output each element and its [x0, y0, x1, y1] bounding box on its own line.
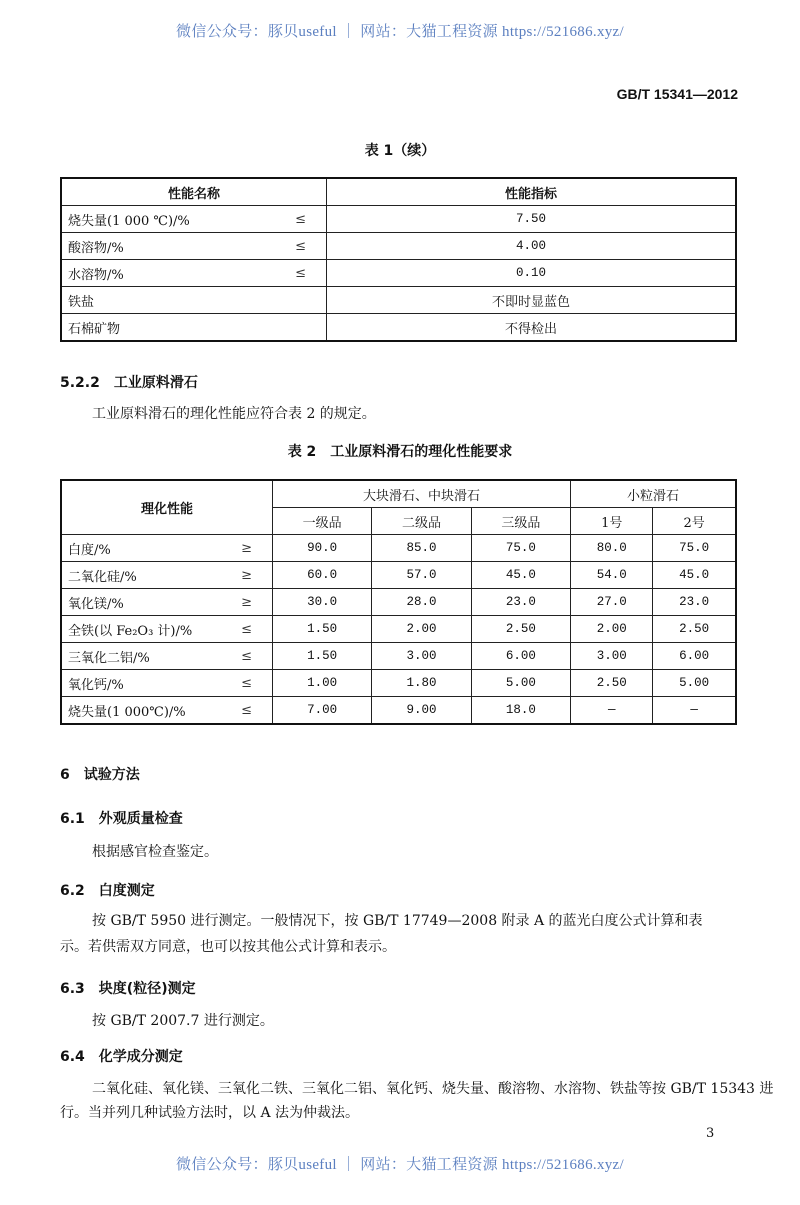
- relation-symbol: ≥: [241, 567, 252, 583]
- row-label-cell: [61, 206, 327, 233]
- table-row: [61, 643, 736, 670]
- table-header-row: [61, 480, 736, 508]
- relation-symbol: ≤: [241, 675, 252, 691]
- table1: [60, 177, 737, 342]
- value-cell: 1.50: [273, 616, 372, 643]
- value-cell: 90.0: [273, 535, 372, 562]
- value-cell: —: [571, 697, 653, 725]
- standard-number: GB/T 15341—2012: [616, 86, 738, 102]
- value-cell: 85.0: [372, 535, 471, 562]
- relation-symbol: ≤: [241, 702, 252, 718]
- row-label: 铁盐: [68, 294, 95, 310]
- row-label: 酸溶物/%: [68, 240, 124, 256]
- section-heading-5-2-2: 5.2.2 工业原料滑石: [60, 375, 198, 391]
- value-cell: 45.0: [471, 562, 570, 589]
- value-cell: 75.0: [471, 535, 570, 562]
- column-header: 二级品: [372, 508, 471, 535]
- relation-symbol: ≤: [241, 648, 252, 664]
- table-row: [61, 589, 736, 616]
- column-group-header: 小粒滑石: [571, 480, 736, 508]
- table-header-row: [61, 178, 736, 206]
- section-heading-6-1: 6.1 外观质量检查: [60, 811, 183, 827]
- value-cell: 不即时显蓝色: [327, 287, 737, 314]
- section-heading-6-2: 6.2 白度测定: [60, 883, 155, 899]
- column-header-property: 理化性能: [61, 480, 273, 535]
- table-row: [61, 233, 736, 260]
- value-cell: 1.80: [372, 670, 471, 697]
- row-label-cell: [61, 287, 327, 314]
- section-text-6-2-line1: 按 GB/T 5950 进行测定。一般情况下，按 GB/T 17749—2008 附录 A 的蓝光白度公式计算和表: [92, 913, 703, 929]
- value-cell: 5.00: [653, 670, 736, 697]
- section-text-6-3: 按 GB/T 2007.7 进行测定。: [92, 1013, 274, 1029]
- table2: [60, 479, 737, 725]
- row-label: 水溶物/%: [68, 267, 124, 283]
- value-cell: 18.0: [471, 697, 570, 725]
- row-label-cell: [61, 260, 327, 287]
- value-cell: 3.00: [372, 643, 471, 670]
- row-label: 二氧化硅/%: [68, 569, 137, 585]
- row-label: 烧失量(1 000 ℃)/%: [68, 213, 190, 229]
- value-cell: 45.0: [653, 562, 736, 589]
- row-label: 氧化镁/%: [68, 596, 124, 612]
- watermark-top: 微信公众号：豚贝useful ｜ 网站：大猫工程资源 https://521686.xyz/: [176, 24, 624, 40]
- table-row: [61, 260, 736, 287]
- section-text-6-2-line2: 示。若供需双方同意，也可以按其他公式计算和表示。: [60, 939, 396, 955]
- value-cell: 23.0: [653, 589, 736, 616]
- column-header: 一级品: [273, 508, 372, 535]
- section-text-6-4-line2: 行。当并列几种试验方法时，以 A 法为仲裁法。: [60, 1105, 360, 1121]
- value-cell: 3.00: [571, 643, 653, 670]
- value-cell: 0.10: [327, 260, 737, 287]
- value-cell: 75.0: [653, 535, 736, 562]
- table1-caption: 表 1（续）: [364, 143, 436, 159]
- column-header: 2号: [653, 508, 736, 535]
- table-row: [61, 314, 736, 342]
- value-cell: 28.0: [372, 589, 471, 616]
- value-cell: 1.50: [273, 643, 372, 670]
- row-label: 烧失量(1 000℃)/%: [68, 704, 186, 720]
- column-header: 性能名称: [61, 178, 327, 206]
- table-row: [61, 206, 736, 233]
- row-label-cell: [61, 616, 273, 643]
- table-row: [61, 562, 736, 589]
- row-label-cell: [61, 697, 273, 725]
- value-cell: —: [653, 697, 736, 725]
- relation-symbol: ≤: [295, 238, 306, 254]
- row-label: 三氧化二铝/%: [68, 650, 150, 666]
- row-label-cell: [61, 233, 327, 260]
- value-cell: 2.50: [471, 616, 570, 643]
- table-row: [61, 616, 736, 643]
- value-cell: 6.00: [653, 643, 736, 670]
- row-label-cell: [61, 562, 273, 589]
- table-row: [61, 697, 736, 725]
- table-row: [61, 535, 736, 562]
- value-cell: 1.00: [273, 670, 372, 697]
- value-cell: 2.50: [653, 616, 736, 643]
- relation-symbol: ≥: [241, 540, 252, 556]
- section-text-6-4-line1: 二氧化硅、氧化镁、三氧化二铁、三氧化二铝、氧化钙、烧失量、酸溶物、水溶物、铁盐等按 GB/T 15343 进: [92, 1081, 774, 1097]
- value-cell: 7.00: [273, 697, 372, 725]
- section-heading-6-4: 6.4 化学成分测定: [60, 1049, 183, 1065]
- row-label-cell: [61, 643, 273, 670]
- page-number: 3: [706, 1126, 715, 1141]
- row-label-cell: [61, 589, 273, 616]
- table-row: [61, 287, 736, 314]
- relation-symbol: ≥: [241, 594, 252, 610]
- value-cell: 2.00: [571, 616, 653, 643]
- value-cell: 2.00: [372, 616, 471, 643]
- value-cell: 2.50: [571, 670, 653, 697]
- column-group-header: 大块滑石、中块滑石: [273, 480, 571, 508]
- section-heading-6-3: 6.3 块度(粒径)测定: [60, 981, 196, 997]
- value-cell: 5.00: [471, 670, 570, 697]
- column-header: 性能指标: [327, 178, 737, 206]
- column-header: 三级品: [471, 508, 570, 535]
- section-text-6-1: 根据感官检查鉴定。: [92, 844, 218, 860]
- value-cell: 54.0: [571, 562, 653, 589]
- value-cell: 7.50: [327, 206, 737, 233]
- row-label: 白度/%: [68, 542, 111, 558]
- value-cell: 60.0: [273, 562, 372, 589]
- value-cell: 80.0: [571, 535, 653, 562]
- value-cell: 6.00: [471, 643, 570, 670]
- value-cell: 57.0: [372, 562, 471, 589]
- value-cell: 4.00: [327, 233, 737, 260]
- table-row: [61, 670, 736, 697]
- relation-symbol: ≤: [295, 211, 306, 227]
- row-label-cell: [61, 314, 327, 342]
- row-label: 全铁(以 Fe₂O₃ 计)/%: [68, 623, 193, 639]
- section-heading-6: 6 试验方法: [60, 767, 140, 783]
- value-cell: 9.00: [372, 697, 471, 725]
- value-cell: 23.0: [471, 589, 570, 616]
- value-cell: 27.0: [571, 589, 653, 616]
- row-label-cell: [61, 535, 273, 562]
- value-cell: 30.0: [273, 589, 372, 616]
- section-text-5-2-2: 工业原料滑石的理化性能应符合表 2 的规定。: [92, 406, 376, 422]
- watermark-bottom: 微信公众号：豚贝useful ｜ 网站：大猫工程资源 https://521686.xyz/: [176, 1157, 624, 1173]
- relation-symbol: ≤: [295, 265, 306, 281]
- table2-caption: 表 2 工业原料滑石的理化性能要求: [287, 444, 513, 460]
- row-label: 石棉矿物: [68, 321, 121, 337]
- row-label-cell: [61, 670, 273, 697]
- row-label: 氧化钙/%: [68, 677, 124, 693]
- value-cell: 不得检出: [327, 314, 737, 342]
- column-header: 1号: [571, 508, 653, 535]
- relation-symbol: ≤: [241, 621, 252, 637]
